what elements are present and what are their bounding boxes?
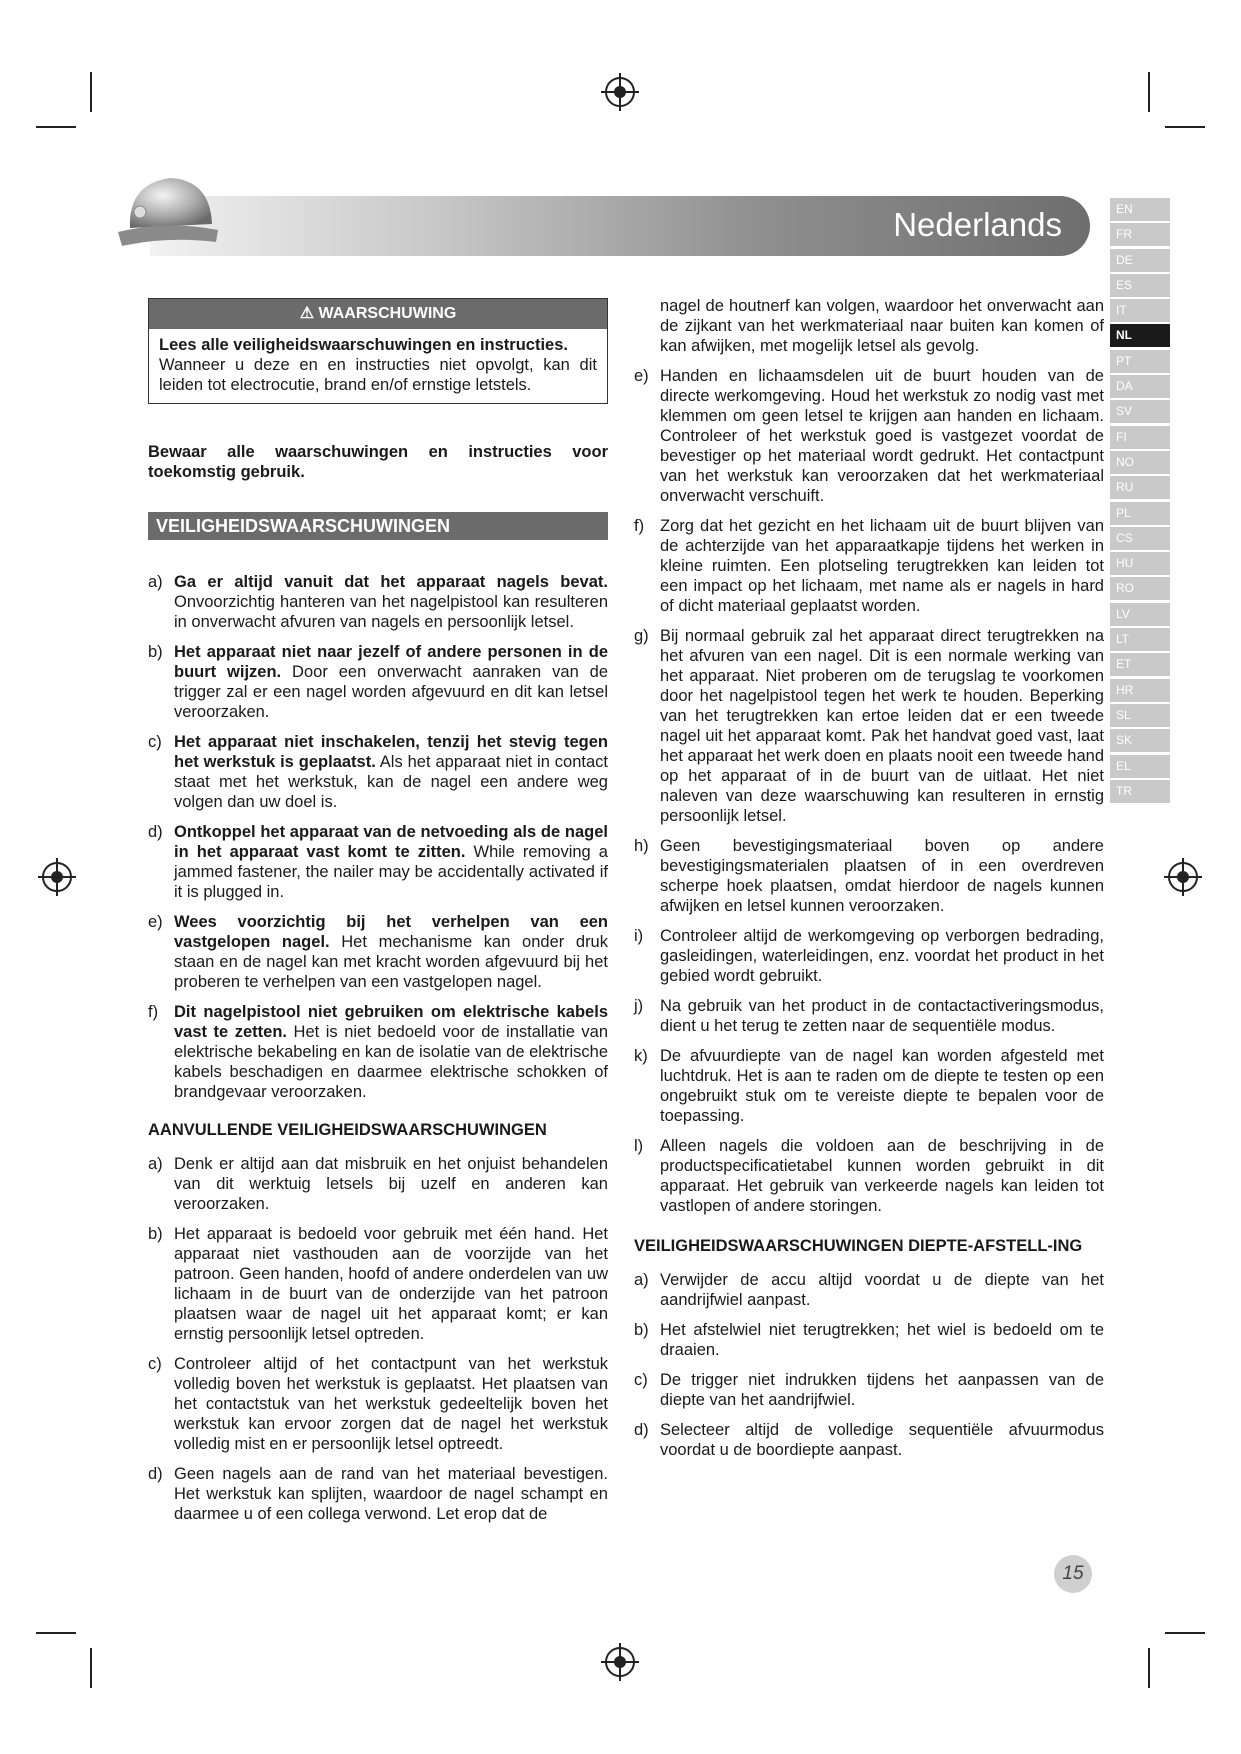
safety-helmet-icon: [118, 166, 218, 256]
lang-tab-da[interactable]: DA: [1110, 375, 1170, 398]
list-body-text: Selecteer altijd de volledige sequentiële afvuurmodus voordat u de boordiepte aanpast.: [660, 1421, 1104, 1459]
list-marker: l): [634, 1137, 644, 1155]
crop-mark: [1165, 126, 1205, 128]
list-marker: h): [634, 837, 649, 855]
list-item: [148, 572, 608, 632]
lang-tab-de[interactable]: DE: [1110, 249, 1170, 272]
list-marker: c): [148, 733, 162, 751]
list-text: [174, 822, 608, 902]
list-body-text: Het is niet bedoeld voor de installatie van elektrische bekabeling en kan de isolatie van de elektrische kabels beschadigen en daarmee elektrische schokken of brandgevaar veroorzaken.: [174, 1023, 609, 1101]
section-subtitle: AANVULLENDE VEILIGHEIDSWAARSCHUWINGEN: [148, 1121, 547, 1139]
warning-text: Wanneer u deze en en instructies niet opvolgt, kan dit leiden tot electrocutie, brand en/of ernstige letstels.: [159, 356, 597, 394]
list-item: [148, 732, 608, 812]
lang-tab-tr[interactable]: TR: [1110, 780, 1170, 803]
crop-mark: [1148, 1648, 1150, 1688]
list-item: [148, 822, 608, 902]
list-marker: d): [148, 1465, 163, 1483]
list-text: [174, 1354, 608, 1454]
list-bold-text: Wees voorzichtig bij het verhelpen van een vastgelopen nagel.: [174, 913, 608, 951]
left-column: [148, 298, 608, 1534]
list-text: [660, 366, 1104, 506]
list-body-text: Controleer altijd of het contactpunt van het werkstuk volledig boven het werkstuk is geplaatst. Het plaatsen van het contactstuk van het werkstuk gedeeltelijk boven het werkstuk kan ervoor zorgen dat de nagel het werkstuk volledig mist en er persoonlijk letsel optreedt.: [174, 1355, 608, 1453]
list-item: [634, 1046, 1104, 1126]
list-item: [634, 626, 1104, 826]
lang-tab-no[interactable]: NO: [1110, 451, 1170, 474]
page-number: 15: [1054, 1555, 1092, 1593]
lang-tab-fr[interactable]: FR: [1110, 223, 1170, 246]
section3-list: [634, 1270, 1104, 1460]
list-item: [634, 996, 1104, 1036]
list-item: [634, 1270, 1104, 1310]
warning-bold-text: Lees alle veiligheidswaarschuwingen en instructies.: [159, 336, 568, 354]
registration-mark-icon: [42, 862, 72, 892]
list-marker: c): [634, 1371, 648, 1389]
lang-tab-pt[interactable]: PT: [1110, 350, 1170, 373]
lang-tab-cs[interactable]: CS: [1110, 527, 1170, 550]
list-body-text: Alleen nagels die voldoen aan de beschrijving in de productspecificatietabel kunnen worden gebruikt in dit apparaat. Het gebruik van verkeerde nagels kan leiden tot vastlopen of andere storingen.: [660, 1137, 1104, 1215]
warning-triangle-icon: ⚠: [299, 305, 315, 322]
list-text: [660, 1136, 1104, 1216]
list-item: [634, 926, 1104, 986]
lang-tab-it[interactable]: IT: [1110, 299, 1170, 322]
list-item: [148, 912, 608, 992]
crop-mark: [90, 1648, 92, 1688]
list-text: [660, 516, 1104, 616]
list-marker: c): [148, 1355, 162, 1373]
lang-tab-pl[interactable]: PL: [1110, 502, 1170, 525]
list-marker: d): [148, 823, 163, 841]
list-marker: i): [634, 927, 644, 945]
list-item: [148, 1154, 608, 1214]
list-item: [634, 836, 1104, 916]
list-text: [660, 1370, 1104, 1410]
list-text: [660, 836, 1104, 916]
language-banner: [150, 196, 1090, 256]
list-text: [174, 572, 608, 632]
list-body-text: Denk er altijd aan dat misbruik en het onjuist behandelen van dit werktuig letsels bij uzelf en anderen kan veroorzaken.: [174, 1155, 608, 1213]
registration-mark-icon: [605, 77, 635, 107]
list-marker: j): [634, 997, 644, 1015]
list-text: [660, 996, 1104, 1036]
list-text: [660, 626, 1104, 826]
list-text: [660, 1046, 1104, 1126]
list-item: [634, 366, 1104, 506]
list-text: [660, 1320, 1104, 1360]
list-body-text: De afvuurdiepte van de nagel kan worden afgesteld met luchtdruk. Het is aan te raden om de diepte te testen op een ongebruikt stuk om te vereiste diepte te bepalen voor de toepassing.: [660, 1047, 1104, 1125]
list-body-text: Controleer altijd de werkomgeving op verborgen bedrading, gasleidingen, waterleidingen, enz. voordat het product in het gebied wordt gebruikt.: [660, 927, 1104, 985]
list-body-text: Zorg dat het gezicht en het lichaam uit de buurt blijven van de achterzijde van het apparaatkapje tijdens het werken in kleine ruimten. Een plotseling terugtrekken kan leiden tot een impact op het lichaam, met name als er nagels in hard of dicht materiaal geplaatst worden.: [660, 517, 1104, 615]
list-item: [634, 1370, 1104, 1410]
list-text: [174, 642, 608, 722]
list-body-text: Het afstelwiel niet terugtrekken; het wiel is bedoeld om te draaien.: [660, 1321, 1104, 1359]
section1-list: [148, 572, 608, 1102]
list-bold-text: Ontkoppel het apparaat van de netvoeding als de nagel in het apparaat vast komt te zitten.: [174, 823, 608, 861]
list-marker: k): [634, 1047, 648, 1065]
warning-header: [149, 299, 607, 329]
list-body-text: Verwijder de accu altijd voordat u de diepte van het aandrijfwiel aanpast.: [660, 1271, 1104, 1309]
list-marker: a): [634, 1271, 649, 1289]
lang-tab-nl[interactable]: NL: [1110, 324, 1170, 347]
lang-tab-ro[interactable]: RO: [1110, 577, 1170, 600]
lang-tab-hu[interactable]: HU: [1110, 552, 1170, 575]
list-body-text: Het apparaat is bedoeld voor gebruik met één hand. Het apparaat niet vasthouden aan de voorzijde van het patroon. Geen handen, hoofd of andere onderdelen van uw lichaam in de buurt van de onderzijde van het patroon plaatsen waar de nagel uit het apparaat komt; er kan ernstig persoonlijk letsel optreden.: [174, 1225, 608, 1343]
list-marker: g): [634, 627, 649, 645]
section2-list-left: [148, 1154, 608, 1524]
list-body-text: De trigger niet indrukken tijdens het aanpassen van de diepte van het aandrijfwiel.: [660, 1371, 1104, 1409]
lang-tab-sk[interactable]: SK: [1110, 729, 1170, 752]
crop-mark: [90, 72, 92, 112]
warning-body: [149, 329, 607, 403]
list-marker: a): [148, 573, 163, 591]
crop-mark: [36, 1632, 76, 1634]
continued-text: nagel de houtnerf kan volgen, waardoor het onverwacht aan de zijkant van het werkmateriaal naar buiten kan komen of kan afwijken, met mogelijk letsel als gevolg.: [660, 297, 1104, 355]
banner-title: Nederlands: [893, 206, 1062, 243]
warning-box: [148, 298, 608, 404]
list-marker: f): [634, 517, 645, 535]
list-body-text: Als het apparaat niet in contact staat met het werkstuk, kan de nagel een andere weg volgen dan uw doel is.: [174, 753, 608, 811]
lang-tab-hr[interactable]: HR: [1110, 679, 1170, 702]
list-body-text: Handen en lichaamsdelen uit de buurt houden van de directe werkomgeving. Houd het werkstuk zo nodig vast met klemmen om geen letsel te krijgen aan handen en lichaam. Controleer of het werkstuk goed is vastgezet voordat de bevestiger op het materiaal wordt gedrukt. Het contactpunt van het werkstuk kan veroorzaken dat het werkmateriaal onverwacht verschuift.: [660, 367, 1104, 505]
lang-tab-ru[interactable]: RU: [1110, 476, 1170, 499]
list-item: [148, 642, 608, 722]
list-marker: b): [148, 643, 163, 661]
list-bold-text: Het apparaat niet inschakelen, tenzij het stevig tegen het werkstuk is geplaatst.: [174, 733, 608, 771]
list-item: [148, 1002, 608, 1102]
list-marker: f): [148, 1003, 159, 1021]
list-item: [148, 1464, 608, 1524]
section2-list-right: [634, 366, 1104, 1216]
section-title: VEILIGHEIDSWAARSCHUWINGEN: [148, 512, 608, 540]
crop-mark: [1165, 1632, 1205, 1634]
list-text: [174, 1154, 608, 1214]
lang-tab-et[interactable]: ET: [1110, 653, 1170, 676]
crop-mark: [1148, 72, 1150, 112]
lang-tab-el[interactable]: EL: [1110, 755, 1170, 778]
list-text: [174, 1464, 608, 1524]
language-tabs: [1110, 198, 1170, 805]
keep-note: Bewaar alle waarschuwingen en instructies voor toekomstig gebruik.: [148, 443, 608, 481]
list-marker: e): [148, 913, 163, 931]
lang-tab-fi[interactable]: FI: [1110, 426, 1170, 449]
list-marker: a): [148, 1155, 163, 1173]
list-text: [660, 926, 1104, 986]
list-body-text: Bij normaal gebruik zal het apparaat direct terugtrekken na het afvuren van een nagel. Dit is een normale werking van het apparaat. Niet proberen om de terugslag te voorkomen door het nagelpistool tegen het werk te houden. Beperking van het terugtrekken kan ertoe leiden dat er een tweede nagel uit het apparaat komt. Pak het handvat goed vast, laat het apparaat het werk doen en plaats nooit een tweede hand op het apparaat of in de buurt van de uitlaat. Het niet naleven van deze waarschuwing kan resulteren in ernstig persoonlijk letsel.: [660, 627, 1105, 825]
list-marker: b): [148, 1225, 163, 1243]
registration-mark-icon: [605, 1647, 635, 1677]
list-item: [148, 1224, 608, 1344]
list-body-text: Na gebruik van het product in de contactactiveringsmodus, dient u het terug te zetten naar de sequentiële modus.: [660, 997, 1104, 1035]
list-body-text: Geen nagels aan de rand van het materiaal bevestigen. Het werkstuk kan splijten, waardoor de nagel schampt en daarmee u of een collega verwond. Let erop dat de: [174, 1465, 608, 1523]
warning-title: WAARSCHUWING: [318, 305, 457, 322]
list-bold-text: Ga er altijd vanuit dat het apparaat nagels bevat.: [174, 573, 608, 591]
list-body-text: Onvoorzichtig hanteren van het nagelpistool kan resulteren in onverwacht afvuren van nagels en persoonlijk letsel.: [174, 593, 608, 631]
right-column: [634, 296, 1104, 1470]
list-text: [174, 1224, 608, 1344]
list-marker: b): [634, 1321, 649, 1339]
lang-tab-sl[interactable]: SL: [1110, 704, 1170, 727]
list-text: [660, 1270, 1104, 1310]
list-bold-text: Dit nagelpistool niet gebruiken om elektrische kabels vast te zetten.: [174, 1003, 608, 1041]
list-text: [660, 1420, 1104, 1460]
list-item: [634, 516, 1104, 616]
lang-tab-lt[interactable]: LT: [1110, 628, 1170, 651]
list-marker: e): [634, 367, 649, 385]
section-subtitle: VEILIGHEIDSWAARSCHUWINGEN DIEPTE-AFSTELL-ING: [634, 1237, 1083, 1255]
list-item: [634, 1320, 1104, 1360]
lang-tab-sv[interactable]: SV: [1110, 400, 1170, 423]
list-text: [174, 1002, 608, 1102]
list-item: [634, 1136, 1104, 1216]
list-text: [174, 732, 608, 812]
crop-mark: [36, 126, 76, 128]
list-marker: d): [634, 1421, 649, 1439]
list-item: [148, 1354, 608, 1454]
list-body-text: While removing a jammed fastener, the nailer may be accidentally activated if it is plugged in.: [174, 843, 608, 901]
list-body-text: Door een onverwacht aanraken van de trigger zal er een nagel worden afgevuurd en dit kan letsel veroorzaken.: [174, 663, 608, 721]
list-text: [174, 912, 608, 992]
list-item: [634, 1420, 1104, 1460]
lang-tab-en[interactable]: EN: [1110, 198, 1170, 221]
lang-tab-es[interactable]: ES: [1110, 274, 1170, 297]
list-body-text: Geen bevestigingsmateriaal boven op andere bevestigingsmaterialen plaatsen of in een overdreven scherpe hoek plaatsen, omdat hierdoor de nagels kunnen afwijken en letsel kunnen veroorzaken.: [660, 837, 1104, 915]
list-body-text: Het mechanisme kan onder druk staan en de nagel kan met kracht worden afgevuurd bij het proberen te verhelpen van een vastgelopen nagel.: [174, 933, 608, 991]
list-bold-text: Het apparaat niet naar jezelf of andere personen in de buurt wijzen.: [174, 643, 608, 681]
lang-tab-lv[interactable]: LV: [1110, 603, 1170, 626]
registration-mark-icon: [1168, 862, 1198, 892]
